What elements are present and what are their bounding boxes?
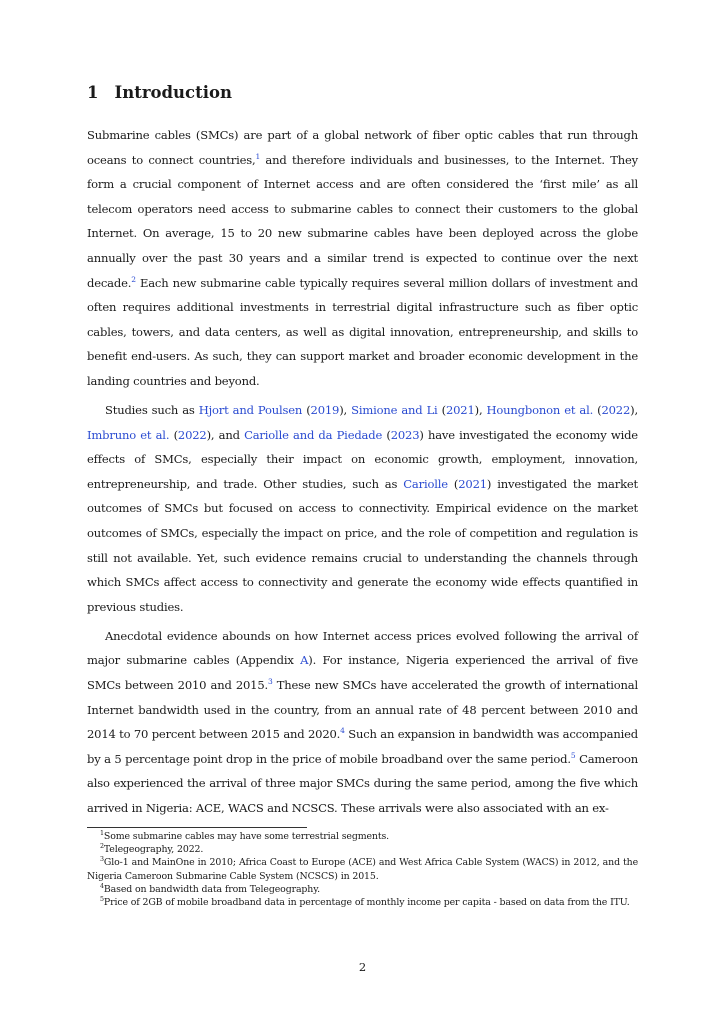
footnote-text-4: Based on bandwidth data from Telegeography. — [103, 883, 320, 895]
paragraph-2-text-a: Studies such as — [105, 403, 199, 418]
paragraph-1-text-b: and therefore individuals and businesses, to the Internet. They form a crucial component of Internet access and are often considered the ‘first mile’ as all telecom operators need access to submarine cables to connect their customers to the global Internet. On average, 15 to 20 new submarine cables have been deployed across the globe annually over the past 30 years and a similar trend is expected to continue over the next decade. — [87, 152, 638, 290]
paragraph-3-text-d: Such an expansion in bandwidth was accompanied by a 5 percentage point drop in the price of mobile broadband over the same period. — [87, 727, 638, 766]
paragraph-3-text-c: These new SMCs have accelerated the growth of international Internet bandwidth used in the country, from an annual rate of 48 percent between 2010 and 2014 to 70 percent between 2015 and 2020. — [87, 678, 638, 742]
paragraph-3 — [87, 624, 638, 821]
appendix-link[interactable]: A — [300, 653, 309, 668]
footnote-2 — [87, 843, 638, 856]
paragraph-1-text-a: Submarine cables (SMCs) are part of a global network of fiber optic cables that run through oceans to connect countries, — [87, 128, 638, 167]
footnote-3 — [87, 856, 638, 882]
body-text — [87, 123, 638, 825]
paragraph-2-sep-2: , — [478, 403, 487, 418]
section-number: 1 — [87, 83, 99, 102]
citation-cariolle-piedade[interactable]: Cariolle and da Piedade — [244, 427, 383, 442]
citation-year-cariolle-piedade[interactable]: 2023 — [390, 427, 420, 442]
paragraph-3-text-b: ). For instance, Nigeria experienced the arrival of five SMCs between 2010 and 2015. — [87, 653, 638, 693]
footnote-mark-4: 4 — [100, 882, 104, 890]
paragraph-1-text-c: Each new submarine cable typically requires several million dollars of investment and often requires additional investments in terrestrial digital infrastructure such as fiber optic cables, towers, and data centers, as well as digital innovation, entrepreneurship, and skills to benefit end-users. As such, they can support market and broader economic development in the landing countries and beyond. — [87, 275, 638, 388]
paragraph-2-sep-4: , and — [210, 427, 245, 442]
paragraph-1 — [87, 123, 638, 394]
footnote-ref-1[interactable]: 1 — [255, 151, 261, 161]
citation-cariolle[interactable]: Cariolle — [403, 476, 448, 491]
page-number: 2 — [358, 960, 367, 974]
footnote-5 — [87, 896, 638, 909]
footnote-text-5: Price of 2GB of mobile broadband data in percentage of monthly income per capita - based on data from the ITU. — [103, 897, 630, 909]
paragraph-3-text-e: Cameroon also experienced the arrival of three major SMCs during the same period, among the five which arrived in Nigeria: ACE, WACS and NCSCS. These arrivals were also associated with an ex- — [87, 751, 638, 816]
footnote-text-2: Telegeography, 2022. — [103, 844, 204, 856]
citation-year-cariolle[interactable]: 2021 — [458, 476, 487, 491]
footnote-ref-5[interactable]: 5 — [570, 750, 576, 760]
paragraph-2-text-c: investigated the market outcomes of SMCs but focused on access to connectivity. Empirical evidence on the market outcomes of SMCs, especially the impact on price, and the role of competition and regulation is still not available. Yet, such evidence remains crucial to understanding the channels through which SMCs affect access to connectivity and generate the economy wide effects quantified in previous studies. — [87, 476, 639, 614]
footnote-4 — [87, 883, 638, 896]
footnote-text-1: Some submarine cables may have some terrestrial segments. — [103, 831, 390, 842]
citation-year-imbruno[interactable]: 2022 — [177, 427, 207, 442]
citation-year-houngbonon[interactable]: 2022 — [601, 403, 631, 418]
citation-simione-li[interactable]: Simione and Li — [351, 403, 438, 418]
paragraph-2-sep-3: , — [634, 403, 638, 418]
citation-hjort-poulsen[interactable]: Hjort and Poulsen — [198, 403, 303, 418]
paragraph-3-text-a: Anecdotal evidence abounds on how Internet access prices evolved following the arrival of major submarine cables (Appendix — [87, 628, 638, 668]
footnotes — [87, 830, 638, 909]
footnote-mark-3: 3 — [100, 856, 104, 864]
citation-year-simione-li[interactable]: 2021 — [445, 403, 475, 418]
footnote-mark-1: 1 — [100, 830, 104, 837]
footnote-ref-3[interactable]: 3 — [267, 677, 273, 687]
footnote-mark-2: 2 — [100, 843, 104, 851]
footnote-divider — [87, 827, 307, 828]
citation-year-hjort-poulsen[interactable]: 2019 — [310, 403, 340, 418]
footnote-ref-2[interactable]: 2 — [131, 274, 136, 284]
footnote-mark-5: 5 — [100, 896, 104, 904]
paragraph-2: Studies such as Hjort and Poulsen (2019), Simione and Li (2021), Houngbonon et al. (2022), Imbruno et al. (2022), and Cariolle and da Piedade (2023) have investigated the economy wide effects of SMCs, especially their impact on economic growth, employment, innovation, entrepreneurship, and trade. Other studies, such as Cariolle (2021) investigated the market outcomes of SMCs but focused on access to connectivity. Empirical evidence on the market outcomes of SMCs, especially the impact on price, and the role of competition and regulation is still not available. Yet, such evidence remains crucial to understanding the channels through which SMCs affect access to connectivity and generate the economy wide effects quantified in previous studies. — [87, 403, 639, 614]
paragraph-2-sep-1: , — [343, 403, 352, 418]
paragraph-2-text-b: have investigated the economy wide effects of SMCs, especially their impact on economic growth, employment, innovation, entrepreneurship, and trade. Other studies, such as — [87, 427, 638, 491]
section-heading — [87, 83, 232, 102]
citation-imbruno[interactable]: Imbruno et al. — [87, 427, 170, 442]
footnote-text-3: Glo-1 and MainOne in 2010; Africa Coast to Europe (ACE) and West Africa Cable System (WACS) in 2012, and the Nigeria Cameroon Submarine Cable System (NCSCS) in 2015. — [87, 857, 638, 882]
footnote-ref-4[interactable]: 4 — [340, 726, 345, 736]
citation-houngbonon[interactable]: Houngbonon et al. — [486, 403, 594, 418]
footnote-1 — [87, 830, 638, 843]
section-title: Introduction — [114, 83, 232, 102]
